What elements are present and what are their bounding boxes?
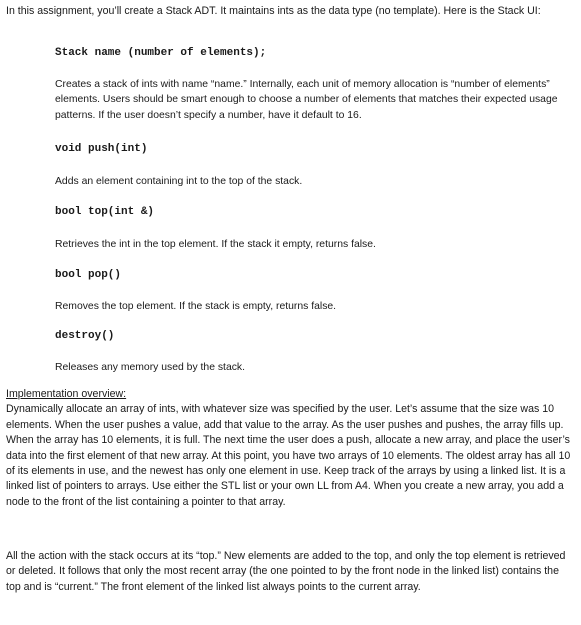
api-entry-push xyxy=(55,142,560,189)
api-description: Removes the top element. If the stack is empty, returns false. xyxy=(55,301,337,312)
api-signature: void push(int) xyxy=(55,143,148,155)
api-entry-constructor xyxy=(55,46,560,123)
api-description: Releases any memory used by the stack. xyxy=(55,362,246,373)
api-signature: bool top(int &) xyxy=(55,206,155,218)
implementation-heading: Implementation overview: xyxy=(6,388,127,400)
api-signature: Stack name (number of elements); xyxy=(55,47,267,59)
closing-paragraph: All the action with the stack occurs at its “top.” New elements are added to the top, and only the top element is retrieved or deleted. It follows that only the most recent array (the one pointed to by the front node in the linked list) contains the top and is “current.” The front element of the linked list always points to the current array. xyxy=(6,550,566,593)
api-description: Creates a stack of ints with name “name.” Internally, each unit of memory allocation is “number of elements” elements. Users should be smart enough to choose a number of elements that matches their expected usage patterns. If the user doesn’t specify a number, have it default to 16. xyxy=(55,79,558,121)
api-description: Retrieves the int in the top element. If the stack it empty, returns false. xyxy=(55,239,376,250)
intro-paragraph: In this assignment, you’ll create a Stack ADT. It maintains ints as the data type (no template). Here is the Stack UI: xyxy=(6,5,541,17)
api-entry-top xyxy=(55,205,560,252)
implementation-section xyxy=(6,387,572,510)
api-signature: bool pop() xyxy=(55,269,122,281)
api-signature: destroy() xyxy=(55,330,115,342)
implementation-body: Dynamically allocate an array of ints, with whatever size was specified by the user. Let’s assume that the size was 10 elements. When the user pushes a value, add that value to the array. As the user pushes and pushes, the array fills up. When the array has 10 elements, it is full. The next time the user does a push, allocate a new array, and place the user’s data into the first element of that new array. At this point, you have two arrays of 10 elements. The oldest array has all 10 of its elements in use, and the newest has only one element in use. Keep track of the arrays by using a linked list. It is a linked list of pointers to arrays. Use either the STL list or your own LL from A4. When you create a new array, you add a node to the front of the list containing a pointer to that array. xyxy=(6,403,571,508)
api-entry-destroy xyxy=(55,329,560,375)
api-description: Adds an element containing int to the top of the stack. xyxy=(55,176,303,187)
api-entry-pop xyxy=(55,268,560,314)
